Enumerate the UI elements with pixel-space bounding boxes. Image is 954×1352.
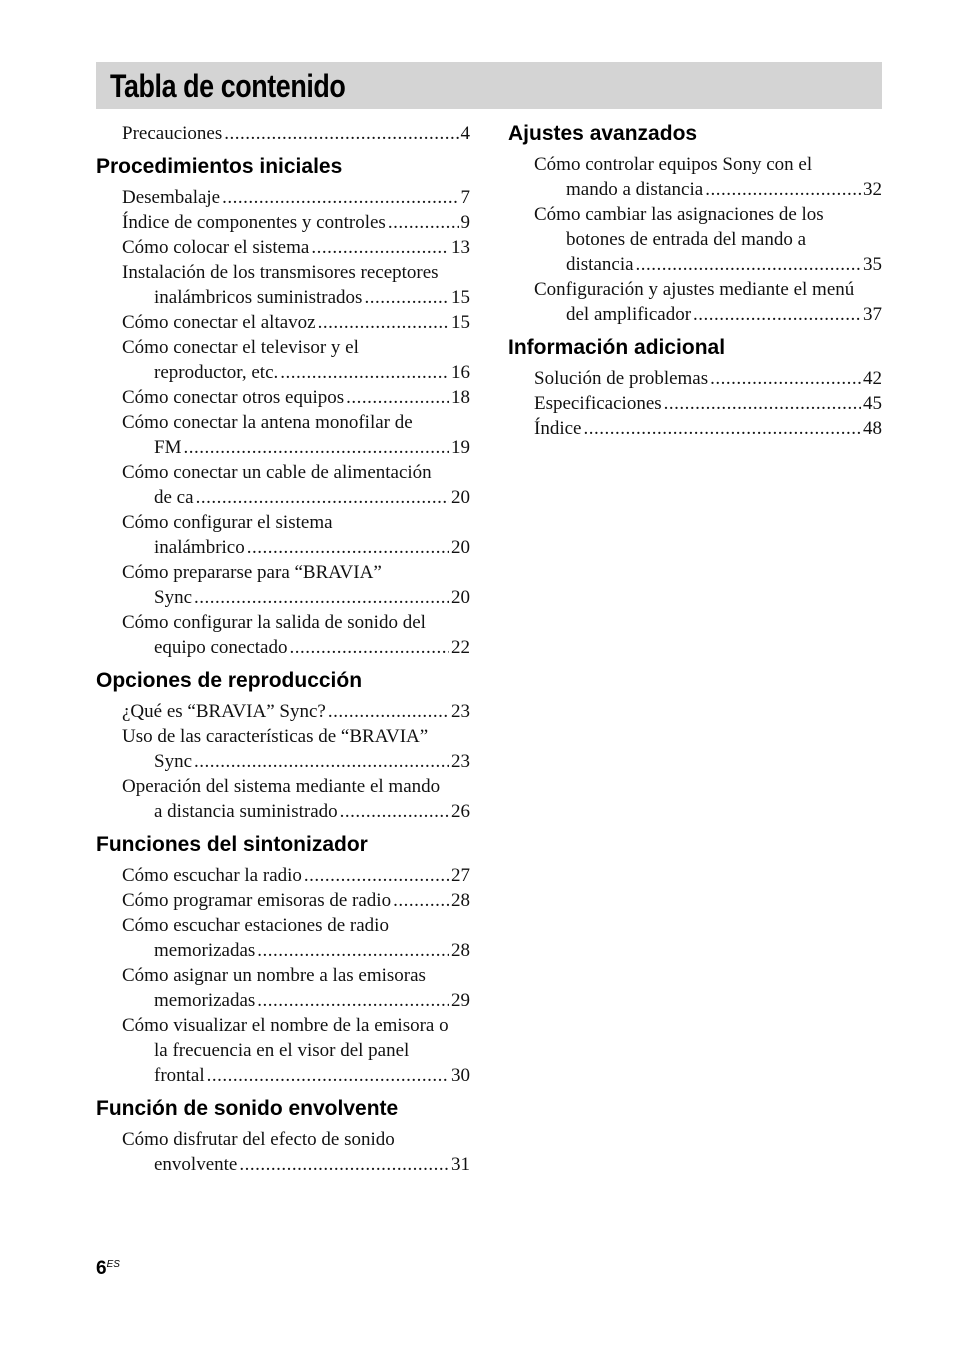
dot-leader — [280, 360, 449, 385]
dot-leader — [346, 385, 449, 410]
dot-leader — [183, 435, 449, 460]
toc-page-number: 20 — [451, 537, 470, 558]
toc-page-number: 35 — [863, 254, 882, 275]
toc-entry[interactable] — [122, 410, 470, 460]
toc-entry-line — [534, 302, 882, 327]
dot-leader — [393, 888, 449, 913]
toc-page-number: 45 — [863, 393, 882, 414]
toc-entry-text: Índice — [534, 418, 582, 439]
toc-entry-text: inalámbricos suministrados — [154, 287, 363, 308]
toc-entry-line — [122, 285, 470, 310]
toc-page-number: 28 — [451, 890, 470, 911]
toc-entry-line — [122, 1063, 470, 1088]
toc-page-number: 22 — [451, 637, 470, 658]
dot-leader — [224, 121, 458, 146]
toc-entry[interactable] — [122, 121, 470, 146]
toc-entry-line — [122, 360, 470, 385]
dot-leader — [583, 416, 861, 441]
dot-leader — [328, 699, 449, 724]
toc-entry-line — [122, 938, 470, 963]
dot-leader — [710, 366, 861, 391]
toc-entry[interactable] — [534, 391, 882, 416]
page-number: $6^{ES}$ — [96, 1258, 120, 1279]
toc-page-number: 15 — [451, 312, 470, 333]
toc-entry-line — [122, 310, 470, 335]
toc-entry-line — [122, 210, 470, 235]
toc-entry-text: Sync — [154, 751, 192, 772]
toc-page-number: 19 — [451, 437, 470, 458]
toc-entry-text: Cómo asignar un nombre a las emisoras — [122, 965, 426, 986]
toc-page-number: 29 — [451, 990, 470, 1011]
toc-entry-text: Cómo conectar la antena monofilar de — [122, 412, 413, 433]
toc-entry[interactable] — [122, 913, 470, 963]
toc-page-number: 48 — [863, 418, 882, 439]
dot-leader — [289, 635, 449, 660]
dot-leader — [239, 1152, 449, 1177]
toc-entry-text: Cómo prepararse para “BRAVIA” — [122, 562, 382, 583]
toc-entry[interactable] — [122, 699, 470, 724]
toc-entry-text: Cómo escuchar la radio — [122, 865, 302, 886]
toc-entry[interactable] — [122, 1127, 470, 1177]
toc-entry[interactable] — [122, 610, 470, 660]
section-heading: Función de sonido envolvente — [96, 1097, 399, 1120]
toc-entry-line — [122, 749, 470, 774]
toc-entry-text: mando a distancia — [566, 179, 704, 200]
toc-page-number: 15 — [451, 287, 470, 308]
toc-entry[interactable] — [122, 385, 470, 410]
dot-leader — [257, 938, 449, 963]
toc-entry-text: Desembalaje — [122, 187, 221, 208]
toc-page-number: 31 — [451, 1154, 470, 1175]
toc-page-number: 37 — [863, 304, 882, 325]
toc-entry[interactable] — [122, 863, 470, 888]
toc-entry-text: a distancia suministrado — [154, 801, 338, 822]
toc-entry-text: Cómo colocar el sistema — [122, 237, 310, 258]
toc-entry-text: Cómo conectar otros equipos — [122, 387, 345, 408]
toc-entry-text: Precauciones — [122, 123, 223, 144]
toc-page-number: 13 — [451, 237, 470, 258]
toc-entry[interactable] — [122, 335, 470, 385]
dot-leader — [194, 749, 449, 774]
toc-entry-text: Cómo escuchar estaciones de radio — [122, 915, 389, 936]
toc-entry-text: Cómo cambiar las asignaciones de los — [534, 204, 824, 225]
toc-entry[interactable] — [534, 416, 882, 441]
dot-leader — [247, 535, 449, 560]
toc-entry-line — [122, 863, 470, 888]
toc-entry[interactable] — [534, 366, 882, 391]
toc-entry-text: memorizadas — [154, 990, 256, 1011]
toc-page-number: 16 — [451, 362, 470, 383]
toc-page-number: 32 — [863, 179, 882, 200]
toc-entry[interactable] — [122, 510, 470, 560]
toc-entry-text: Configuración y ajustes mediante el menú — [534, 279, 855, 300]
toc-entry-text: ¿Qué es “BRAVIA” Sync? — [122, 701, 326, 722]
dot-leader — [705, 177, 861, 202]
toc-entry-text: Índice de componentes y controles — [122, 212, 386, 233]
toc-entry[interactable] — [122, 460, 470, 510]
dot-leader — [693, 302, 861, 327]
toc-entry[interactable] — [122, 185, 470, 210]
toc-page-number: 27 — [451, 865, 470, 886]
toc-entry[interactable] — [122, 310, 470, 335]
title-bar — [96, 62, 882, 109]
dot-leader — [304, 863, 449, 888]
dot-leader — [207, 1063, 449, 1088]
toc-entry-line — [122, 635, 470, 660]
dot-leader — [388, 210, 459, 235]
section-heading: Opciones de reproducción — [96, 669, 363, 692]
toc-entry-text: memorizadas — [154, 940, 256, 961]
toc-page-number: 23 — [451, 751, 470, 772]
toc-entry-line — [534, 252, 882, 277]
page-title: Tabla de contenido — [110, 68, 346, 104]
toc-entry-text: equipo conectado — [154, 637, 288, 658]
toc-page-number: 18 — [451, 387, 470, 408]
toc-entry-text: Cómo programar emisoras de radio — [122, 890, 392, 911]
toc-entry-text: botones de entrada del mando a — [566, 229, 807, 250]
toc-entry-line — [122, 121, 470, 146]
section-heading: Información adicional — [508, 336, 726, 359]
dot-leader — [196, 485, 449, 510]
dot-leader — [311, 235, 449, 260]
toc-entry-line — [122, 235, 470, 260]
toc-entry-line — [122, 799, 470, 824]
toc-entry[interactable] — [122, 260, 470, 310]
toc-entry[interactable] — [122, 1013, 470, 1088]
toc-entry-text: Cómo conectar un cable de alimentación — [122, 462, 432, 483]
toc-page-number: 26 — [451, 801, 470, 822]
toc-page-number: 23 — [451, 701, 470, 722]
toc-page-number: 28 — [451, 940, 470, 961]
toc-entry[interactable] — [122, 210, 470, 235]
toc-entry[interactable] — [122, 724, 470, 774]
dot-leader — [636, 252, 861, 277]
dot-leader — [222, 185, 458, 210]
toc-entry-text: Cómo controlar equipos Sony con el — [534, 154, 813, 175]
toc-entry-text: Cómo disfrutar del efecto de sonido — [122, 1129, 395, 1150]
dot-leader — [364, 285, 449, 310]
toc-entry-text: Especificaciones — [534, 393, 662, 414]
toc-entry-line — [122, 535, 470, 560]
dot-leader — [664, 391, 861, 416]
toc-entry-line — [122, 1152, 470, 1177]
toc-entry-line — [122, 585, 470, 610]
toc-entry-text: Cómo conectar el televisor y el — [122, 337, 359, 358]
dot-leader — [257, 988, 449, 1013]
toc-entry-line — [122, 385, 470, 410]
toc-entry-text: Uso de las características de “BRAVIA” — [122, 726, 429, 747]
toc-entry-text: Operación del sistema mediante el mando — [122, 776, 441, 797]
dot-leader — [340, 799, 449, 824]
section-heading: Procedimientos iniciales — [96, 155, 343, 178]
toc-entry-text: FM — [154, 437, 182, 458]
toc-entry[interactable] — [534, 202, 882, 277]
section-heading: Ajustes avanzados — [508, 122, 698, 145]
toc-entry[interactable] — [122, 235, 470, 260]
toc-page-number: 20 — [451, 487, 470, 508]
dot-leader — [194, 585, 449, 610]
toc-entry-text: Cómo conectar el altavoz — [122, 312, 316, 333]
toc-entry-line — [122, 485, 470, 510]
toc-entry-text: reproductor, etc. — [154, 362, 279, 383]
toc-entry-text: Cómo configurar la salida de sonido del — [122, 612, 426, 633]
toc-entry[interactable] — [122, 888, 470, 913]
section-heading: Funciones del sintonizador — [96, 833, 368, 856]
toc-page-number: 42 — [863, 368, 882, 389]
toc-entry[interactable] — [122, 560, 470, 610]
toc-entry-line — [122, 888, 470, 913]
page-language-suffix: ES — [106, 1259, 120, 1270]
toc-entry-text: la frecuencia en el visor del panel — [154, 1040, 410, 1061]
toc-entry-text: distancia — [566, 254, 634, 275]
toc-entry-line — [122, 185, 470, 210]
toc-page-number: 4 — [460, 123, 470, 144]
dot-leader — [318, 310, 449, 335]
toc-page-number: 30 — [451, 1065, 470, 1086]
toc-entry[interactable] — [122, 963, 470, 1013]
toc-entry-text: del amplificador — [566, 304, 692, 325]
toc-entry-line — [534, 177, 882, 202]
toc-entry-text: Instalación de los transmisores receptores — [122, 262, 439, 283]
toc-entry-text: Cómo visualizar el nombre de la emisora o — [122, 1015, 449, 1036]
toc-entry-text: inalámbrico — [154, 537, 245, 558]
toc-entry-line — [122, 988, 470, 1013]
toc-page-number: 7 — [460, 187, 470, 208]
toc-entry-line — [122, 435, 470, 460]
toc-entry-text: envolvente — [154, 1154, 238, 1175]
toc-entry-line — [534, 366, 882, 391]
toc-entry-text: frontal — [154, 1065, 205, 1086]
toc-entry-line — [122, 699, 470, 724]
toc-entry-text: Sync — [154, 587, 192, 608]
toc-entry[interactable] — [122, 774, 470, 824]
toc-entry-text: Cómo configurar el sistema — [122, 512, 333, 533]
toc-page-number: 20 — [451, 587, 470, 608]
toc-entry[interactable] — [534, 277, 882, 327]
toc-entry[interactable] — [534, 152, 882, 202]
toc-entry-text: de ca — [154, 487, 194, 508]
toc-page-number: 9 — [460, 212, 470, 233]
toc-entry-line — [534, 391, 882, 416]
toc-left-column — [96, 121, 470, 1177]
toc-entry-line — [534, 416, 882, 441]
toc-entry-text: Solución de problemas — [534, 368, 709, 389]
toc-right-column — [508, 121, 882, 441]
